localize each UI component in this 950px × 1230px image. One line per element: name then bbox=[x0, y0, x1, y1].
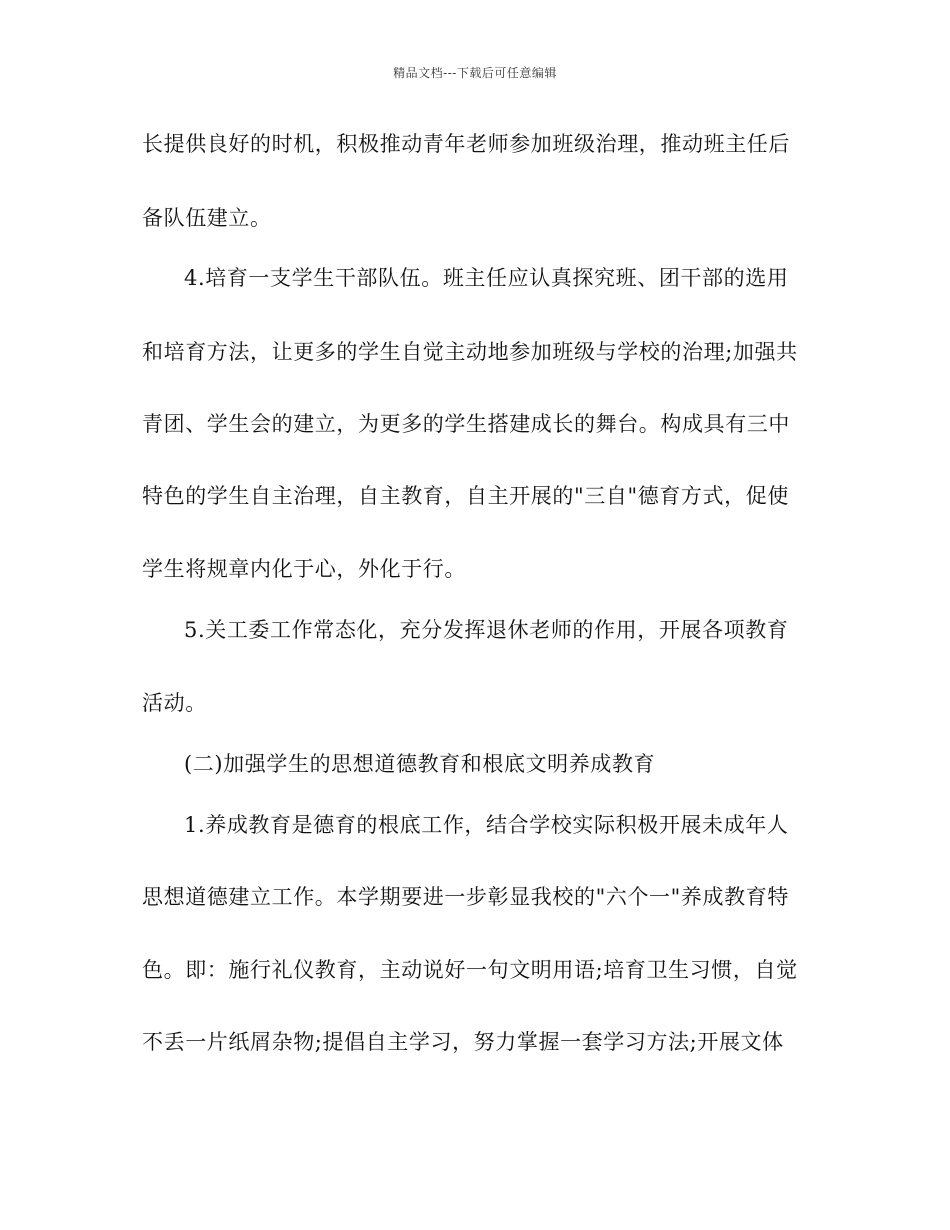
body-line: 不丢一片纸屑杂物;提倡自主学习，努力掌握一套学习方法;开展文体 bbox=[142, 1030, 784, 1054]
body-line: 和培育方法，让更多的学生自觉主动地参加班级与学校的治理;加强共 bbox=[142, 340, 798, 364]
body-line: 1.养成教育是德育的根底工作，结合学校实际积极开展未成年人 bbox=[184, 813, 789, 837]
body-line: 思想道德建立工作。本学期要进一步彰显我校的"六个一"养成教育特 bbox=[142, 885, 789, 909]
body-line: 备队伍建立。 bbox=[142, 206, 272, 230]
body-line: 色。即：施行礼仪教育，主动说好一句文明用语;培育卫生习惯，自觉 bbox=[142, 958, 798, 982]
page-header: 精品文档---下载后可任意编辑 bbox=[393, 66, 557, 80]
body-line: 5.关工委工作常态化，充分发挥退休老师的作用，开展各项教育 bbox=[184, 618, 789, 642]
body-line: 活动。 bbox=[142, 691, 207, 715]
section-heading: (二)加强学生的思想道德教育和根底文明养成教育 bbox=[184, 752, 656, 776]
body-line: 特色的学生自主治理，自主教育，自主开展的"三自"德育方式，促使 bbox=[142, 484, 789, 508]
body-line: 青团、学生会的建立，为更多的学生搭建成长的舞台。构成具有三中 bbox=[142, 412, 790, 436]
body-line: 4.培育一支学生干部队伍。班主任应认真探究班、团干部的选用 bbox=[184, 266, 789, 290]
body-line: 学生将规章内化于心，外化于行。 bbox=[142, 557, 466, 581]
body-line: 长提供良好的时机，积极推动青年老师参加班级治理，推动班主任后 bbox=[142, 132, 790, 156]
